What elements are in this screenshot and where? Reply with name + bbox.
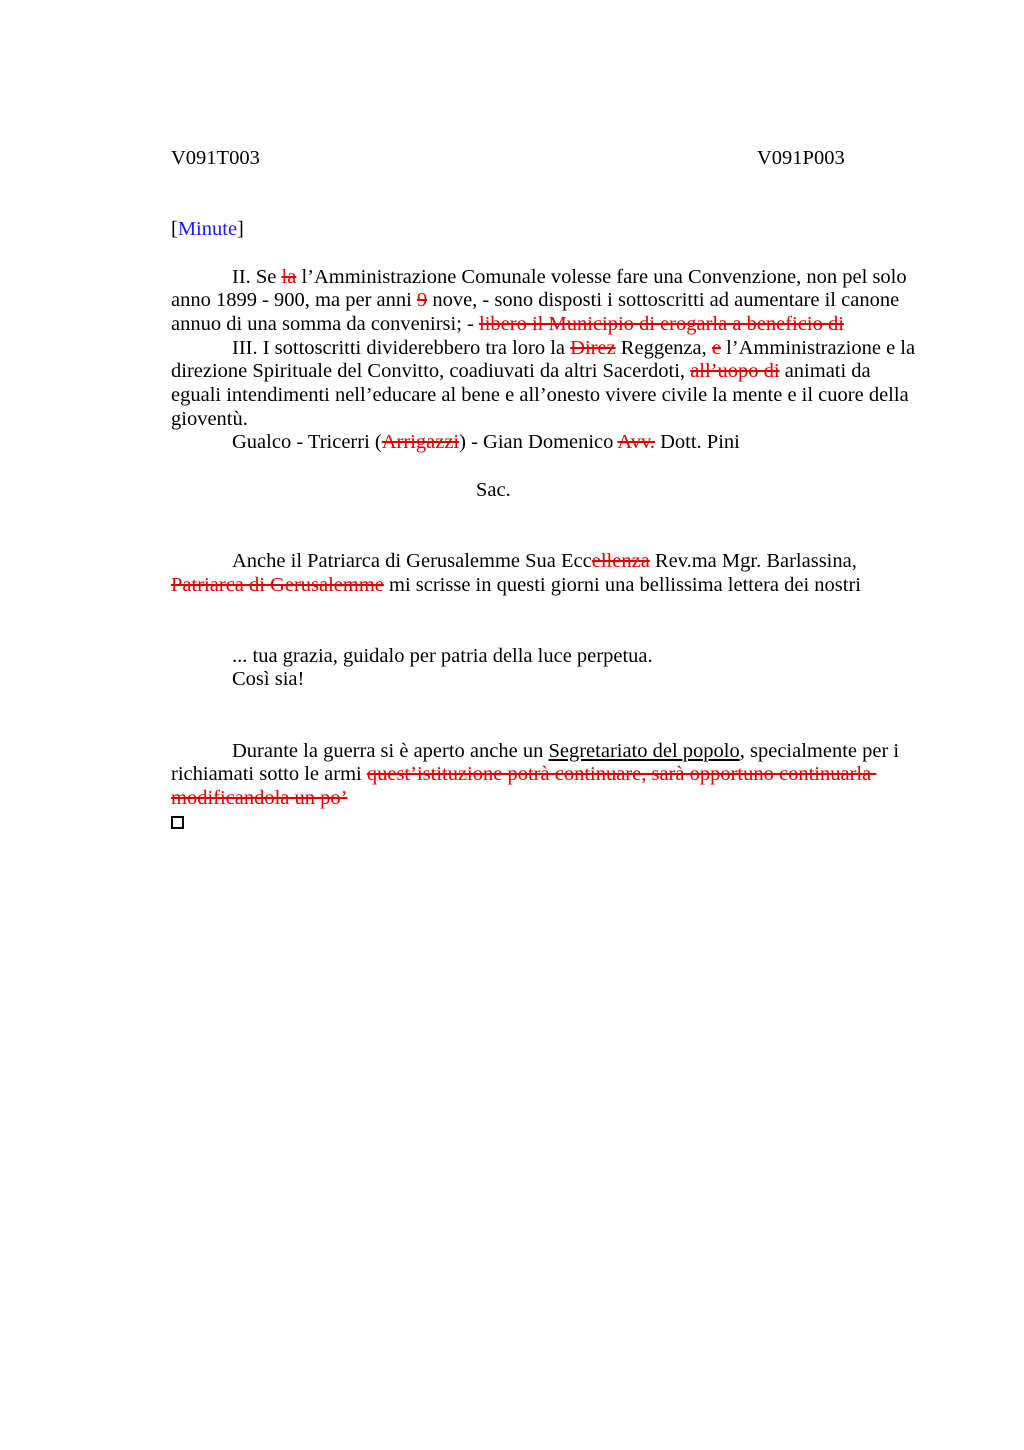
text-line [232,336,915,360]
text-line [171,383,909,407]
document-code-left: V091T003 [171,147,260,169]
deleted-text: libero il Municipio di erogarla a beneficio di [479,312,844,335]
text-segment: Gualco - Tricerri ( [232,431,382,454]
text-line [232,265,907,289]
text-segment: Dott. Pini [654,431,740,454]
text-line [171,762,876,786]
text-segment: animati da [779,360,871,383]
text-segment: Reggenza, [615,336,712,359]
text-segment: Durante la guerra si è aperto anche un [232,739,549,762]
text-segment: eguali intendimenti nell’educare al bene e all’onesto vivere civile la mente e il cuore della [171,384,909,406]
deleted-text: Direz [570,336,616,359]
deleted-text: ellenza [591,549,650,572]
text-segment: mi scrisse in questi giorni una bellissima lettera dei nostri [383,573,861,596]
text-segment: l’Amministrazione Comunale volesse fare una Convenzione, non pel solo [296,265,907,288]
text-line [232,667,304,691]
text-segment: richiamati sotto le armi [171,763,367,786]
text-segment: , specialmente per i [739,739,900,762]
section-label: Minute [177,218,238,241]
text-segment: ) - Gian Domenico [459,431,618,454]
text-segment: Così sia! [232,668,305,691]
deleted-text: Arrigazzi [381,431,460,454]
text-line [476,478,511,502]
text-line [171,573,861,597]
text-segment: Sac. [476,478,511,501]
deleted-text: 9 [416,289,428,312]
text-line [171,407,248,431]
text-segment: nove, - sono disposti i sottoscritti ad aumentare il canone [427,289,900,312]
text-line [171,359,871,383]
text-line [232,644,653,668]
text-segment: III. I sottoscritti dividerebbero tra loro la [232,336,571,359]
text-segment: annuo di una somma da convenirsi; - [171,312,480,335]
text-segment: II. Se [232,265,282,288]
document-code-right: V091P003 [757,147,845,169]
deleted-text: la [281,265,297,288]
deleted-text: all’uopo di [690,360,780,383]
deleted-text: modificandola un po’ [171,786,348,809]
underlined-text: Segretariato del popolo [548,739,740,762]
end-marker [171,810,184,834]
text-segment: [ [171,218,178,241]
deleted-text: e [711,336,721,359]
text-segment: Rev.ma Mgr. Barlassina, [649,549,857,572]
text-line [171,312,844,336]
text-line [232,430,740,454]
text-line [232,549,857,573]
text-line [171,217,244,241]
deleted-text: Avv. [617,431,655,454]
text-line [171,288,899,312]
text-segment: ... tua grazia, guidalo per patria della luce perpetua. [232,644,653,667]
document-header [171,146,931,170]
text-segment: gioventù. [171,407,248,430]
text-line [232,739,899,763]
text-segment: l’Amministrazione e la [720,336,916,359]
text-line [171,786,347,810]
deleted-text: Patriarca di Gerusalemme [171,573,384,596]
text-segment: Anche il Patriarca di Gerusalemme Sua Ecc [232,549,592,572]
checkbox-square-icon [171,816,184,829]
deleted-text: quest’istituzione potrà continuare, sarà opportuno continuarla [366,763,877,786]
text-segment: direzione Spirituale del Convitto, coadiuvati da altri Sacerdoti, [171,360,691,383]
text-segment: ] [237,218,244,241]
text-segment: anno 1899 - 900, ma per anni [171,289,417,312]
